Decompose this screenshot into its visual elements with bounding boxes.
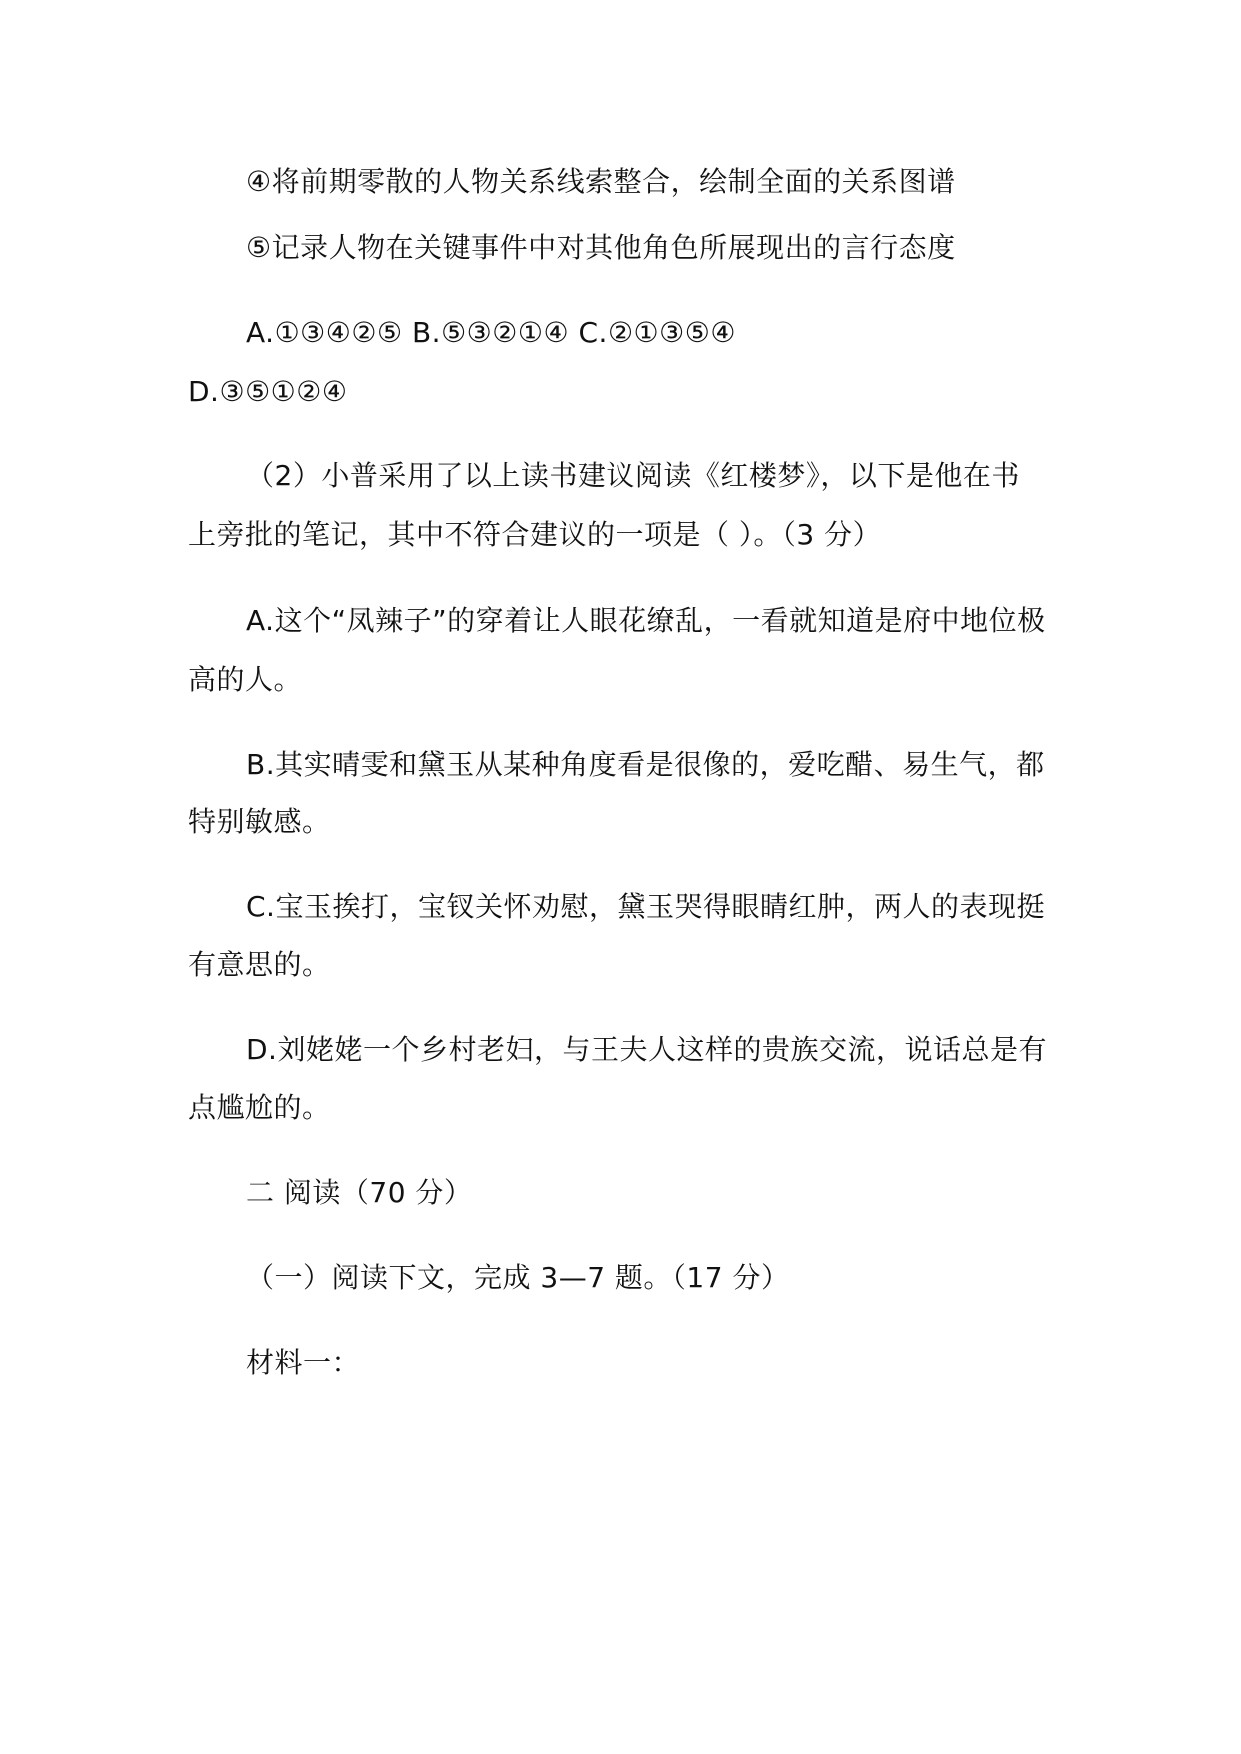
section-heading-reading: 二 阅读（70 分）: [246, 1176, 473, 1209]
answer-choices-line-1: A.①③④②⑤ B.⑤③②①④ C.②①③⑤④: [246, 316, 736, 349]
material-one-label: 材料一：: [246, 1346, 361, 1379]
option-a-line-1: A.这个“凤辣子”的穿着让人眼花缭乱，一看就知道是府中地位极: [246, 604, 1046, 637]
option-d-line-2: 点尴尬的。: [188, 1091, 331, 1124]
answer-choices-line-2: D.③⑤①②④: [188, 375, 348, 408]
option-item-4: ④将前期零散的人物关系线索整合，绘制全面的关系图谱: [246, 165, 956, 198]
option-a-line-2: 高的人。: [188, 663, 303, 696]
subsection-heading-one: （一）阅读下文，完成 3—7 题。（17 分）: [246, 1261, 790, 1294]
option-b-line-2: 特别敏感。: [188, 805, 331, 838]
question-2-line-2: 上旁批的笔记，其中不符合建议的一项是（ ）。（3 分）: [188, 518, 882, 551]
option-c-line-1: C.宝玉挨打，宝钗关怀劝慰，黛玉哭得眼睛红肿，两人的表现挺: [246, 890, 1045, 923]
option-b-line-1: B.其实晴雯和黛玉从某种角度看是很像的，爱吃醋、易生气，都: [246, 748, 1045, 781]
option-d-line-1: D.刘姥姥一个乡村老妇，与王夫人这样的贵族交流，说话总是有: [246, 1033, 1047, 1066]
question-2-line-1: （2）小普采用了以上读书建议阅读《红楼梦》，以下是他在书: [246, 459, 1020, 492]
option-item-5: ⑤记录人物在关键事件中对其他角色所展现出的言行态度: [246, 231, 956, 264]
option-c-line-2: 有意思的。: [188, 948, 331, 981]
